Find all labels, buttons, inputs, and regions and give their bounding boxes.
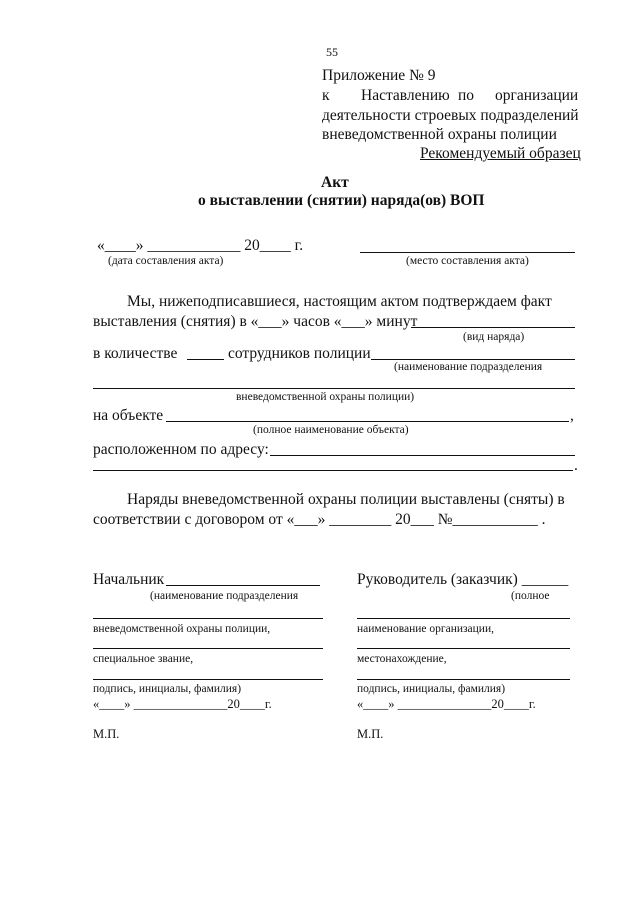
- right-sig-caption-1: (полное: [511, 590, 550, 602]
- unit-name-line-2[interactable]: [93, 388, 575, 389]
- right-sig-caption-3: местонахождение,: [357, 653, 447, 665]
- right-sig-line-3[interactable]: [357, 648, 570, 649]
- address-line-2[interactable]: [93, 470, 573, 471]
- left-sig-caption-4: подпись, инициалы, фамилия): [93, 683, 242, 695]
- doc-subtitle: о выставлении (снятии) наряда(ов) ВОП: [198, 192, 485, 209]
- para1-line2: выставления (снятия) в «___» часов «___» минут: [93, 313, 418, 330]
- left-sig-date[interactable]: «____» _______________20____г.: [93, 697, 272, 711]
- appendix-line-4: вневедомственной охраны полиции: [322, 126, 557, 143]
- appendix-word-po: по: [458, 87, 475, 104]
- unit-name-caption-2: вневедомственной охраны полиции): [236, 391, 415, 403]
- duty-type-caption: (вид наряда): [463, 331, 525, 343]
- left-sig-title: Начальник: [93, 571, 165, 588]
- left-sig-caption-3: специальное звание,: [93, 653, 194, 665]
- appendix-title: Приложение № 9: [322, 67, 436, 84]
- left-sig-caption-2: вневедомственной охраны полиции,: [93, 623, 271, 635]
- left-sig-line-4[interactable]: [93, 679, 323, 680]
- appendix-word-organizatsii: организации: [495, 87, 579, 104]
- address-dot: .: [574, 457, 578, 474]
- quantity-label: в количестве: [93, 345, 178, 362]
- appendix-word-nastavleniyu: Наставлению: [361, 87, 450, 104]
- para2-line1: Наряды вневедомственной охраны полиции выставлены (сняты) в: [127, 491, 565, 508]
- object-comma: ,: [570, 407, 574, 424]
- duty-type-line[interactable]: [411, 327, 575, 328]
- left-sig-caption-1: (наименование подразделения: [150, 590, 299, 602]
- object-line[interactable]: [166, 421, 569, 422]
- right-sig-caption-2: наименование организации,: [357, 623, 494, 635]
- doc-title: Акт: [321, 174, 349, 191]
- officers-label: сотрудников полиции: [228, 345, 371, 362]
- appendix-line-3: деятельности строевых подразделений: [322, 107, 579, 124]
- unit-name-line[interactable]: [371, 359, 575, 360]
- address-label: расположенном по адресу:: [93, 441, 269, 458]
- recommended-sample: Рекомендуемый образец: [420, 145, 581, 162]
- quantity-line[interactable]: [187, 359, 224, 360]
- para2-line2: соответствии с договором от «___» ________ 20___ №___________ .: [93, 511, 546, 528]
- act-place-line[interactable]: [360, 252, 575, 253]
- act-date-caption: (дата составления акта): [108, 255, 224, 267]
- para1-line1: Мы, нижеподписавшиеся, настоящим актом подтверждаем факт: [127, 293, 552, 310]
- act-place-caption: (место составления акта): [406, 255, 529, 267]
- right-sig-line-4[interactable]: [357, 679, 570, 680]
- object-caption: (полное наименование объекта): [253, 424, 409, 436]
- left-sig-line-2[interactable]: [93, 618, 323, 619]
- right-sig-line-2[interactable]: [357, 618, 570, 619]
- object-label: на объекте: [93, 407, 164, 424]
- act-date-line[interactable]: «____» ____________ 20____ г.: [97, 237, 304, 254]
- right-sig-caption-4: подпись, инициалы, фамилия): [357, 683, 506, 695]
- left-stamp-mp: М.П.: [93, 727, 120, 741]
- page-number: 55: [326, 45, 338, 59]
- left-sig-line[interactable]: [166, 585, 320, 586]
- address-line[interactable]: [270, 455, 575, 456]
- right-sig-title: Руководитель (заказчик) ______: [357, 571, 569, 588]
- left-sig-line-3[interactable]: [93, 648, 323, 649]
- right-stamp-mp: М.П.: [357, 727, 384, 741]
- right-sig-date[interactable]: «____» _______________20____г.: [357, 697, 536, 711]
- appendix-word-k: к: [322, 87, 330, 104]
- unit-name-caption: (наименование подразделения: [394, 361, 543, 373]
